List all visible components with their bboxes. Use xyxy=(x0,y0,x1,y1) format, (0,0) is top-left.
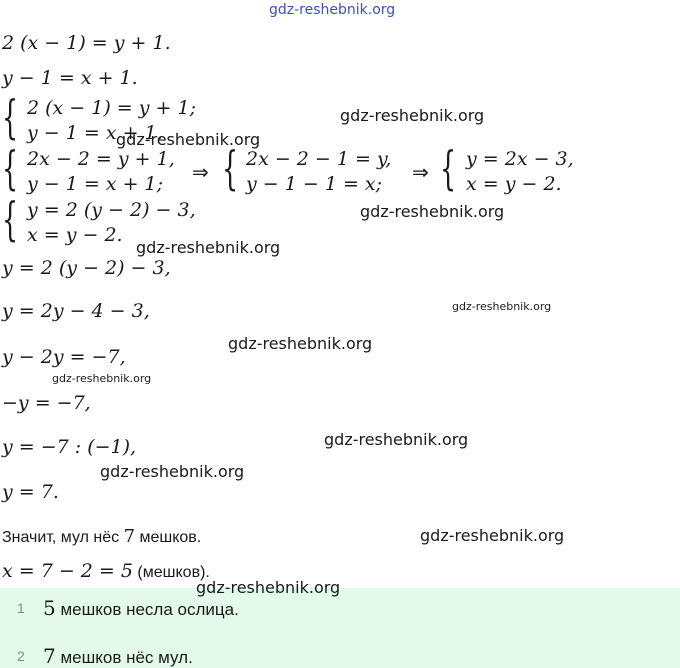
answer-2-text xyxy=(43,644,193,668)
x-value-expr: x = 7 − 2 = 5 xyxy=(2,560,133,582)
answer-1-label: мешков несла ослица. xyxy=(55,600,239,619)
watermark-4: gdz-reshebnik.org xyxy=(136,238,281,257)
watermark-5: gdz-reshebnik.org xyxy=(452,300,552,313)
watermark-8: gdz-reshebnik.org xyxy=(324,430,469,449)
system3-eq-a: 2x − 2 − 1 = y, xyxy=(246,148,392,170)
implies-arrow-2: ⇒ xyxy=(412,160,429,184)
x-value-line xyxy=(2,562,210,581)
step-line-5: y = −7 : (−1), xyxy=(2,436,137,458)
step-line-2: y = 2y − 4 − 3, xyxy=(2,300,150,322)
conclusion-prefix: Значит, мул нёс xyxy=(2,529,124,546)
answer-1-number: 1 xyxy=(17,600,25,616)
watermark-7: gdz-reshebnik.org xyxy=(52,372,152,385)
system4-eq-a: y = 2x − 3, xyxy=(466,148,574,170)
answer-1-text xyxy=(43,596,239,620)
watermark-9: gdz-reshebnik.org xyxy=(100,462,245,481)
system2-eq-b: y − 1 = x + 1; xyxy=(27,173,164,195)
step-line-3: y − 2y = −7, xyxy=(2,346,126,368)
system3-eq-b: y − 1 − 1 = x; xyxy=(246,173,383,195)
answer-1-value: 5 xyxy=(43,596,56,620)
watermark-top: gdz-reshebnik.org xyxy=(269,2,396,18)
system5-eq-b: x = y − 2. xyxy=(27,224,123,246)
step-line-1: y = 2 (y − 2) − 3, xyxy=(2,257,171,279)
system1-eq-b: y − 1 = x + 1. xyxy=(27,122,163,144)
equation-line-1: 2 (x − 1) = y + 1. xyxy=(2,32,171,54)
system-brace-1: { xyxy=(2,90,19,144)
conclusion-number: 7 xyxy=(123,526,136,547)
watermark-1: gdz-reshebnik.org xyxy=(340,106,485,125)
equation-line-2: y − 1 = x + 1. xyxy=(2,67,138,89)
watermark-10: gdz-reshebnik.org xyxy=(420,526,565,545)
system5-eq-a: y = 2 (y − 2) − 3, xyxy=(27,199,196,221)
answer-2-label: мешков нёс мул. xyxy=(55,648,193,667)
conclusion-suffix: мешков. xyxy=(135,529,202,546)
answer-2-value: 7 xyxy=(43,644,56,668)
system-brace-2: { xyxy=(2,141,19,195)
system4-eq-b: x = y − 2. xyxy=(466,173,562,195)
system1-eq-a: 2 (x − 1) = y + 1; xyxy=(27,97,196,119)
answer-2-number: 2 xyxy=(17,648,25,664)
step-line-4: −y = −7, xyxy=(2,392,91,414)
system-brace-5: { xyxy=(2,192,19,246)
x-value-unit: (мешков). xyxy=(132,564,210,581)
step-line-6: y = 7. xyxy=(2,481,59,503)
watermark-3: gdz-reshebnik.org xyxy=(360,202,505,221)
system-brace-4: { xyxy=(440,141,457,195)
conclusion-line xyxy=(2,528,201,546)
system-brace-3: { xyxy=(222,141,239,195)
watermark-6: gdz-reshebnik.org xyxy=(228,334,373,353)
implies-arrow-1: ⇒ xyxy=(192,160,209,184)
watermark-11: gdz-reshebnik.org xyxy=(196,578,341,597)
watermark-2: gdz-reshebnik.org xyxy=(116,130,261,149)
system2-eq-a: 2x − 2 = y + 1, xyxy=(27,148,175,170)
